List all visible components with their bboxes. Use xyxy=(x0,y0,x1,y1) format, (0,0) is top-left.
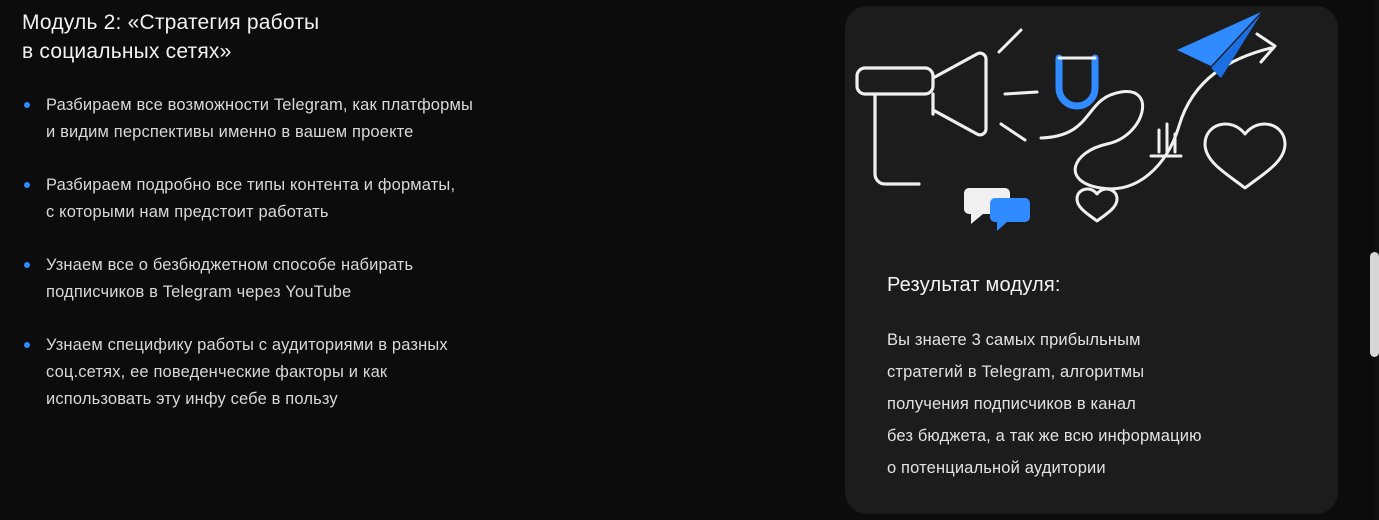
list-item-text xyxy=(46,172,722,226)
bullet-3-line-2: подписчиков в Telegram через YouTube xyxy=(46,283,352,301)
module-title-line-1: Модуль 2: «Стратегия работы xyxy=(22,11,320,34)
result-block xyxy=(887,272,1317,484)
module-title-line-2: в социальных сетях» xyxy=(22,40,232,63)
bullet-dot-icon xyxy=(24,342,30,348)
module-content xyxy=(22,8,722,413)
page-title xyxy=(22,8,722,66)
result-line-1: Вы знаете 3 самых прибыльным xyxy=(887,331,1141,349)
bullet-dot-icon xyxy=(24,182,30,188)
result-text xyxy=(887,324,1317,484)
result-card xyxy=(845,6,1338,514)
bullet-1-line-2: и видим перспективы именно в вашем проекте xyxy=(46,123,414,141)
list-item-text xyxy=(46,92,722,146)
bullet-4-line-3: использовать эту инфу себе в пользу xyxy=(46,390,338,408)
scrollbar-thumb[interactable] xyxy=(1370,252,1379,357)
bullet-2-line-2: с которыми нам предстоит работать xyxy=(46,203,329,221)
bullet-1-line-1: Разбираем все возможности Telegram, как платформы xyxy=(46,96,473,114)
result-line-5: о потенциальной аудитории xyxy=(887,459,1106,477)
list-item-text xyxy=(46,252,722,306)
bullet-dot-icon xyxy=(24,102,30,108)
paper-plane-icon xyxy=(1177,12,1261,78)
chat-bubble-icon xyxy=(964,188,1030,231)
bullet-4-line-1: Узнаем специфику работы с аудиториями в разных xyxy=(46,336,448,354)
result-title: Результат модуля: xyxy=(887,274,1061,296)
result-line-2: стратегий в Telegram, алгоритмы xyxy=(887,363,1145,381)
bullet-dot-icon xyxy=(24,262,30,268)
list-item xyxy=(22,332,722,413)
list-item xyxy=(22,172,722,226)
list-item xyxy=(22,92,722,146)
result-line-3: получения подписчиков в канал xyxy=(887,395,1136,413)
bullet-3-line-1: Узнаем все о безбюджетном способе набирать xyxy=(46,256,414,274)
megaphone-magnet-paper-plane-illustration xyxy=(845,6,1338,254)
bullet-4-line-2: соц.сетях, ее поведенческие факторы и как xyxy=(46,363,388,381)
result-line-4: без бюджета, а так же всю информацию xyxy=(887,427,1202,445)
list-item-text xyxy=(46,332,722,413)
heart-small-icon xyxy=(1077,189,1117,221)
bullet-2-line-1: Разбираем подробно все типы контента и форматы, xyxy=(46,176,456,194)
heart-icon xyxy=(1205,124,1285,188)
module-bullet-list xyxy=(22,92,722,413)
list-item xyxy=(22,252,722,306)
